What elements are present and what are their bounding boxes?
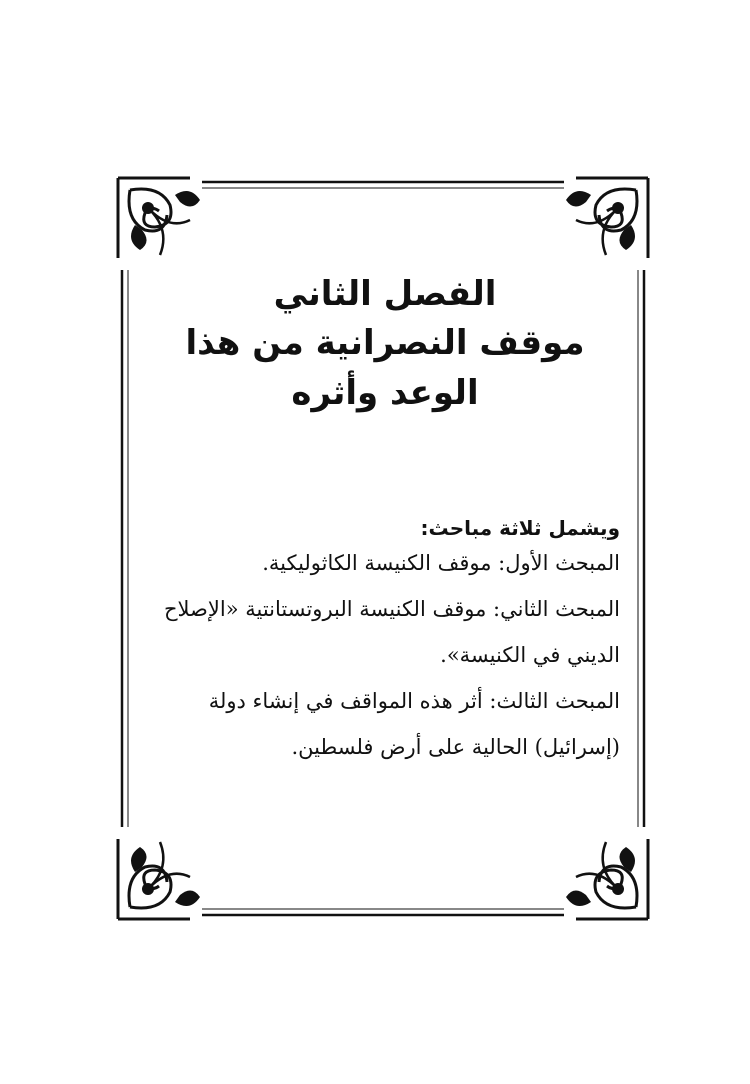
section-text: موقف الكنيسة البروتستانتية «الإصلاح الديني في الكنيسة». [163,596,620,667]
section-text: موقف الكنيسة الكاثوليكية. [262,550,492,575]
section-label: المبحث الثالث: [489,688,620,713]
section-label: المبحث الثاني: [493,596,620,621]
section-item [150,678,620,770]
corner-ornament-top-right [564,170,656,270]
section-text: أثر هذه المواقف في إنشاء دولة (إسرائيل) الحالية على أرض فلسطين. [208,688,620,759]
chapter-subtitle: موقف النصرانية من هذا الوعد وأثره [185,323,585,413]
chapter-title: الفصل الثاني [273,274,497,314]
corner-ornament-bottom-right [564,827,656,927]
section-item [150,540,620,586]
sections-intro: ويشمل ثلاثة مباحث: [420,515,620,540]
section-item [150,586,620,678]
section-label: المبحث الأول: [498,550,620,575]
corner-ornament-bottom-left [110,827,202,927]
corner-ornament-top-left [110,170,202,270]
chapter-content [150,270,620,770]
